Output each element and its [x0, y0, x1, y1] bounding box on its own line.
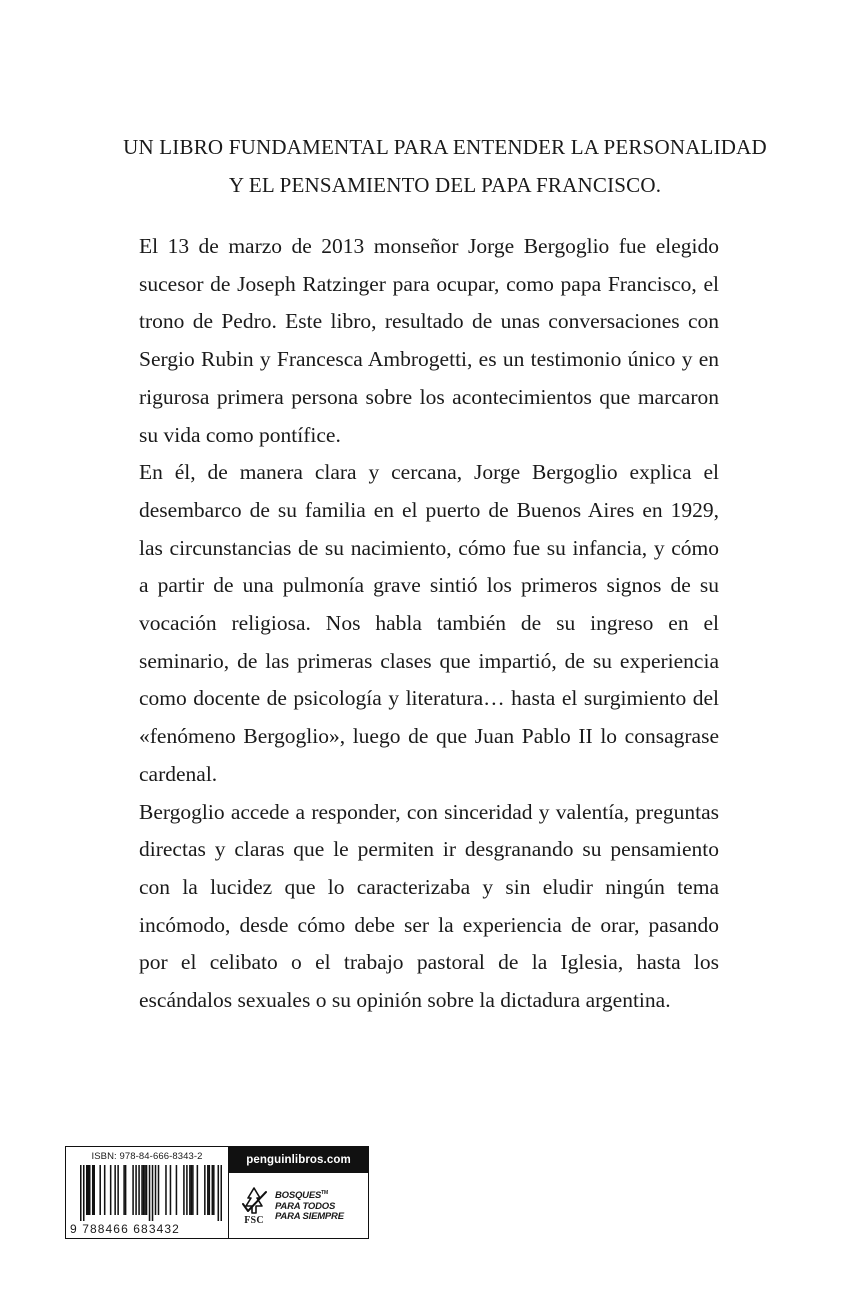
- synopsis-paragraph-1: El 13 de marzo de 2013 monseñor Jorge Bergoglio fue elegido sucesor de Joseph Ratzinger para ocupar, como papa Francisco, el trono de Pedro. Este libro, resultado de unas conversaciones con Sergio Rubin y Francesca Ambrogetti, es un testimonio único y en rigurosa primera persona sobre los acontecimientos que marcaron su vida como pontífice.: [139, 234, 719, 447]
- fsc-slogan-line-3: PARA SIEMPRE: [275, 1211, 344, 1223]
- barcode-bar: [93, 1165, 95, 1215]
- barcode-bar: [99, 1165, 101, 1215]
- trademark-mark: TM: [321, 1190, 328, 1197]
- barcode-bar: [176, 1165, 178, 1215]
- barcode-bar: [165, 1165, 167, 1215]
- barcode-bar: [125, 1165, 127, 1215]
- barcode-bar: [183, 1165, 185, 1215]
- barcode-bar: [138, 1165, 140, 1215]
- barcode-bar: [141, 1165, 143, 1215]
- barcode-bar: [135, 1165, 137, 1215]
- barcode-bar: [213, 1165, 215, 1215]
- publisher-url: penguinlibros.com: [229, 1147, 368, 1173]
- barcode-bar: [87, 1165, 89, 1215]
- fsc-logo: [237, 1186, 271, 1226]
- tagline-line-2: Y EL PENSAMIENTO DEL PAPA FRANCISCO.: [228, 173, 662, 197]
- barcode-bar: [152, 1165, 154, 1221]
- fsc-tree-check-icon: [239, 1186, 269, 1216]
- barcode-bar: [132, 1165, 134, 1215]
- barcode-bar: [191, 1165, 193, 1215]
- cover-tagline: [0, 128, 850, 204]
- barcode-bar: [110, 1165, 112, 1215]
- fsc-acronym: FSC: [244, 1214, 264, 1226]
- fsc-certification: [229, 1173, 368, 1238]
- barcode-bar: [209, 1165, 211, 1215]
- tagline-line-1: UN LIBRO FUNDAMENTAL PARA ENTENDER LA PERSONALIDAD: [123, 135, 767, 159]
- barcode-bar: [144, 1165, 146, 1215]
- barcode-bar: [146, 1165, 148, 1215]
- barcode-bar: [218, 1165, 220, 1221]
- barcode-block: [65, 1146, 369, 1239]
- synopsis-paragraph-2: En él, de manera clara y cercana, Jorge Bergoglio explica el desembarco de su familia en el puerto de Buenos Aires en 1929, las circunstancias de su nacimiento, cómo fue su infancia, y cómo a partir de una pulmonía grave sintió los primeros signos de su vocación religiosa. Nos habla también de su ingreso en el seminario, de las primeras clases que impartió, de su experiencia como docente de psicología y literatura… hasta el surgimiento del «fenómeno Bergoglio», luego de que Juan Pablo II lo consagrase cardenal.: [139, 460, 719, 786]
- barcode-bar: [143, 1165, 145, 1215]
- fsc-slogan-line-1: BOSQUES: [275, 1190, 322, 1202]
- barcode-bar: [117, 1165, 119, 1215]
- barcode-bars: [80, 1165, 222, 1221]
- fsc-slogan-line-2: PARA TODOS: [275, 1200, 336, 1212]
- synopsis: [139, 228, 719, 1020]
- barcode-bar: [207, 1165, 209, 1215]
- barcode-bar: [221, 1165, 222, 1221]
- isbn-label: ISBN: 978-84-666-8343-2: [91, 1151, 203, 1162]
- barcode-bar: [186, 1165, 188, 1215]
- publisher-panel: [229, 1147, 368, 1238]
- barcode-bar: [92, 1165, 94, 1215]
- barcode-bar: [86, 1165, 88, 1215]
- barcode-bar: [80, 1165, 82, 1221]
- isbn-barcode: [66, 1147, 229, 1238]
- barcode-bar: [155, 1165, 157, 1215]
- barcode-bar: [89, 1165, 91, 1215]
- barcode-bar: [114, 1165, 116, 1215]
- barcode-bar: [83, 1165, 85, 1221]
- barcode-bar: [189, 1165, 191, 1215]
- barcode-bar: [158, 1165, 160, 1215]
- barcode-bar: [197, 1165, 199, 1215]
- barcode-bar: [123, 1165, 125, 1215]
- barcode-bar: [192, 1165, 194, 1215]
- fsc-slogan: [275, 1188, 344, 1223]
- barcode-bar: [204, 1165, 206, 1215]
- barcode-bar: [170, 1165, 172, 1215]
- barcode-digits: 9 788466 683432: [70, 1222, 180, 1236]
- synopsis-paragraph-3: Bergoglio accede a responder, con sinceridad y valentía, preguntas directas y claras que le permiten ir desgranando su pensamiento con la lucidez que lo caracterizaba y sin eludir ningún tema incómodo, desde cómo debe ser la experiencia de orar, pasando por el celibato o el trabajo pastoral de la Iglesia, hasta los escándalos sexuales o su opinión sobre la dictadura argentina.: [139, 799, 719, 1013]
- barcode-bar: [212, 1165, 214, 1215]
- barcode-bar: [104, 1165, 106, 1215]
- barcode-bar: [149, 1165, 151, 1221]
